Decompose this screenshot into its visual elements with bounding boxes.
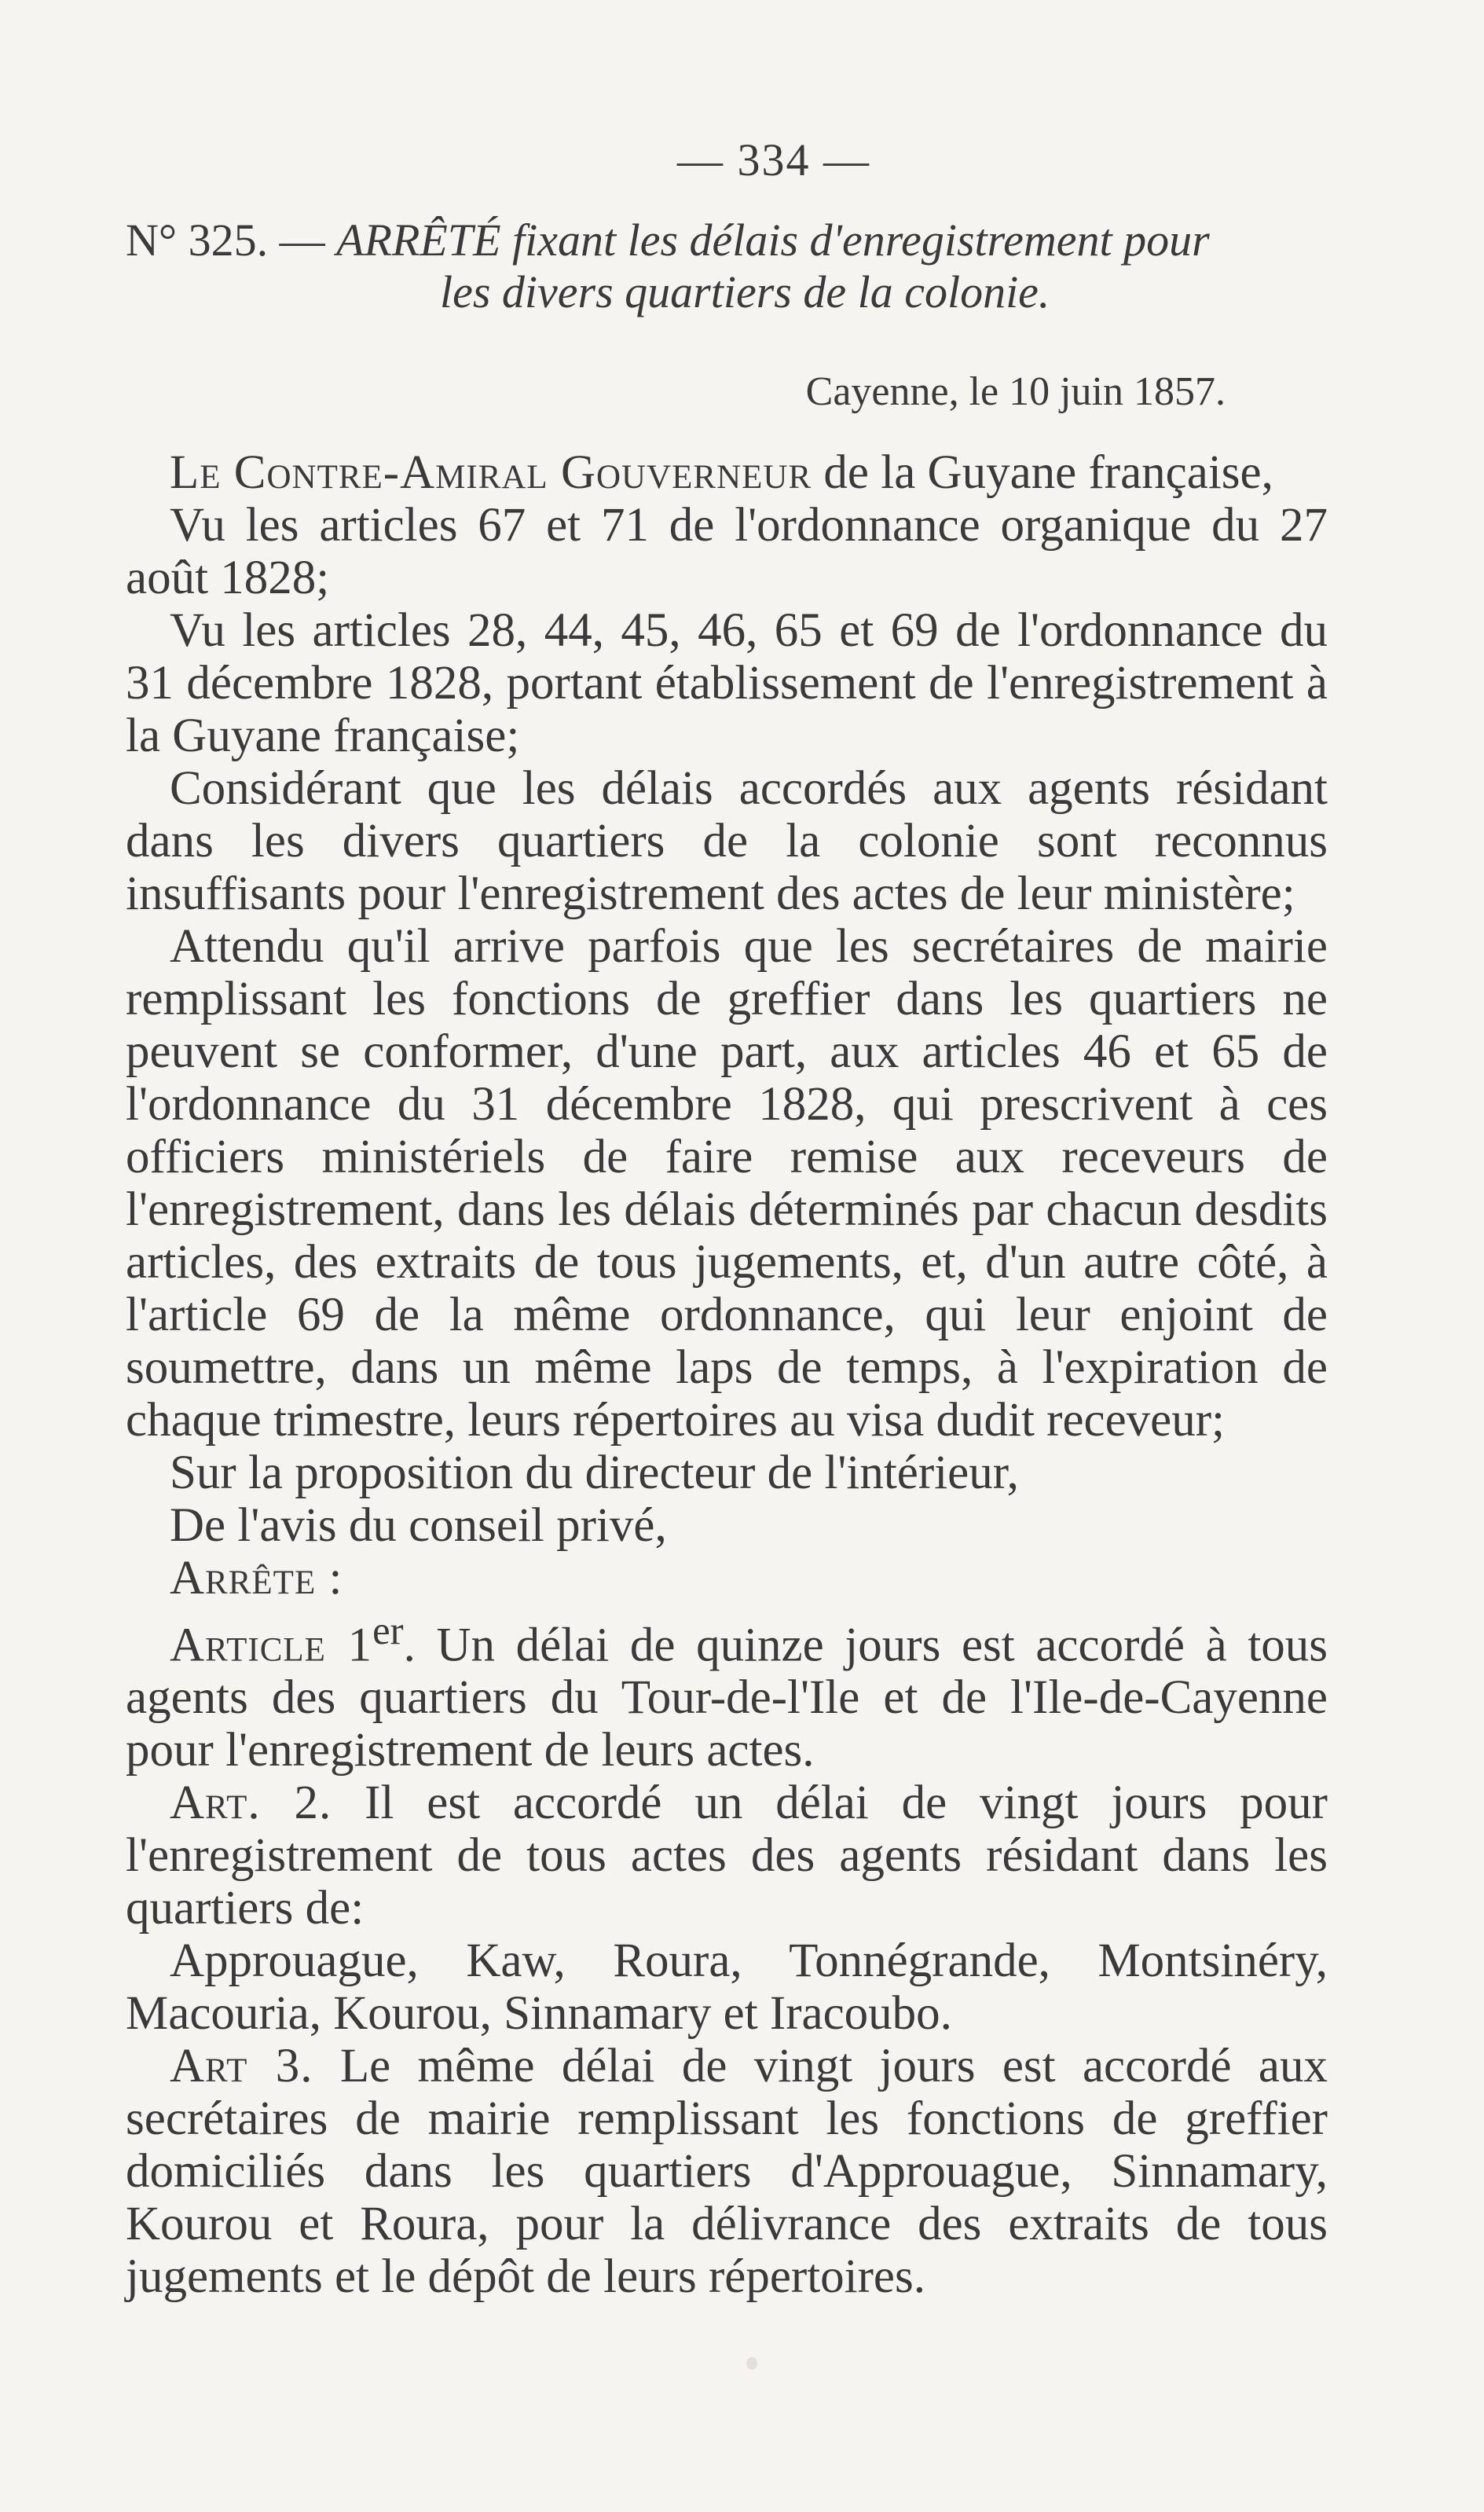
governor-title: Le Contre-Amiral Gouverneur: [170, 446, 812, 499]
preamble-proposition: Sur la proposition du directeur de l'intérieur,: [170, 1447, 1019, 1499]
article-2: [126, 1777, 1328, 1934]
ink-spot: [746, 2357, 757, 2370]
decree-number: N° 325. —: [126, 215, 337, 266]
page-number: — 334 —: [677, 134, 870, 185]
article-1: [126, 1604, 1328, 1777]
article-3-text: Le même délai de vingt jours est accordé aux secrétaires de mairie remplissant les fonctions de greffier domiciliés dans les quartiers d'Approuague, Sinnamary, Kourou et Roura, pour la délivrance des extraits de tous jugements et le dépôt de leurs répertoires.: [126, 2040, 1328, 2304]
preamble-considerant: Considérant que les délais accordés aux agents résidant dans les divers quartiers de la colonie sont reconnus insuffisants pour l'enregistrement des actes de leur ministère;: [126, 762, 1328, 920]
preamble-avis: De l'avis du conseil privé,: [170, 1499, 667, 1552]
article-2-list: Approuague, Kaw, Roura, Tonnégrande, Montsinéry, Macouria, Kourou, Sinnamary et Iracoubo.: [126, 1934, 1328, 2041]
article-1-label: Article 1: [170, 1619, 373, 1672]
dateline: Cayenne, le 10 juin 1857.: [805, 369, 1226, 414]
decree-heading: [126, 215, 1328, 318]
article-3-label: Art 3.: [170, 2040, 313, 2093]
article-3: [126, 2040, 1328, 2303]
arrete-label: Arrête :: [170, 1552, 343, 1604]
preamble-vu-1: Vu les articles 67 et 71 de l'ordonnance organique du 27 août 1828;: [126, 499, 1328, 604]
preamble-vu-2: Vu les articles 28, 44, 45, 46, 65 et 69 de l'ordonnance du 31 décembre 1828, portant établissement de l'enregistrement à la Guyane française;: [126, 604, 1328, 762]
article-1-sup: er: [372, 1608, 404, 1652]
article-2-label: Art. 2.: [170, 1777, 332, 1830]
governor-rest: de la Guyane française,: [812, 446, 1273, 499]
text-block: [126, 134, 1328, 2303]
preamble-governor: [126, 446, 1328, 499]
preamble-attendu: Attendu qu'il arrive parfois que les secrétaires de mairie remplissant les fonctions de greffier dans les quartiers ne peuvent se conformer, d'une part, aux articles 46 et 65 de l'ordonnance du 31 décembre 1828, qui prescrivent à ces officiers ministériels de faire remise aux receveurs de l'enregistrement, dans les délais déterminés par chacun desdits articles, des extraits de tous jugements, et, d'un autre côté, à l'article 69 de la même ordonnance, qui leur enjoint de soumettre, dans un même laps de temps, à l'expiration de chaque trimestre, leurs répertoires au visa dudit receveur;: [126, 920, 1328, 1447]
article-2-text: Il est accordé un délai de vingt jours pour l'enregistrement de tous actes des agents résidant dans les quartiers de:: [126, 1777, 1328, 1935]
decree-title-line1: ARRÊTÉ fixant les délais d'enregistrement pour: [336, 215, 1210, 266]
decree-title-line2: les divers quartiers de la colonie.: [440, 266, 1050, 317]
article-1-text: . Un délai de quinze jours est accordé à tous agents des quartiers du Tour-de-l'Ile et de l'Ile-de-Cayenne pour l'enregistrement de leurs actes.: [126, 1619, 1328, 1777]
